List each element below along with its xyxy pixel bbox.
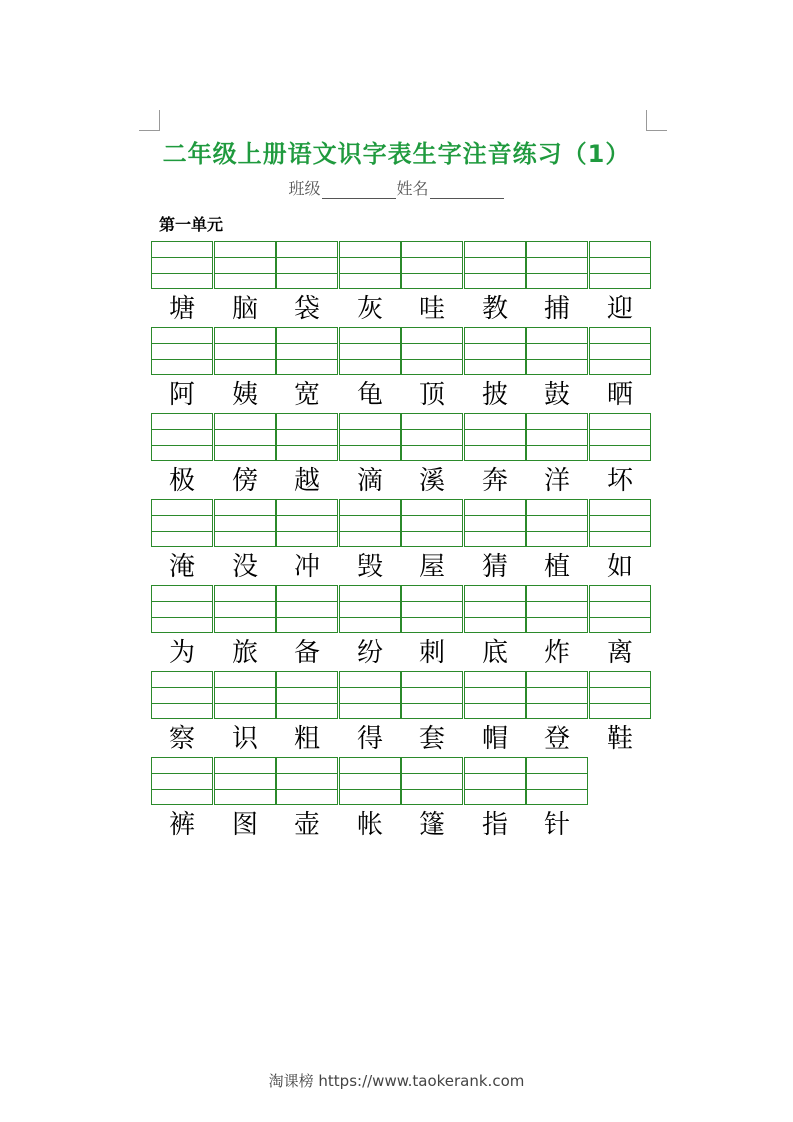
pinyin-cell[interactable] xyxy=(526,585,588,633)
hanzi-character: 教 xyxy=(481,294,508,324)
hanzi-character: 猜 xyxy=(481,552,508,582)
pinyin-cell[interactable] xyxy=(151,671,213,719)
class-name-line xyxy=(0,176,793,199)
hanzi-character: 植 xyxy=(543,552,570,582)
character-row xyxy=(151,636,655,670)
hanzi-character: 图 xyxy=(231,810,258,840)
pinyin-cell[interactable] xyxy=(526,499,588,547)
pinyin-cell[interactable] xyxy=(151,413,213,461)
pinyin-cell[interactable] xyxy=(339,413,401,461)
pinyin-cell[interactable] xyxy=(214,757,276,805)
pinyin-cell[interactable] xyxy=(151,757,213,805)
pinyin-cell[interactable] xyxy=(464,499,526,547)
pinyin-cell[interactable] xyxy=(526,413,588,461)
hanzi-character: 裤 xyxy=(168,810,195,840)
pinyin-cell[interactable] xyxy=(214,499,276,547)
unit-title: 第一单元 xyxy=(159,215,224,234)
hanzi-character: 刺 xyxy=(418,638,445,668)
character-row xyxy=(151,464,655,498)
pinyin-cell[interactable] xyxy=(339,757,401,805)
hanzi-character: 宽 xyxy=(293,380,320,410)
pinyin-cell[interactable] xyxy=(339,499,401,547)
pinyin-cell[interactable] xyxy=(276,757,338,805)
pinyin-cell[interactable] xyxy=(339,585,401,633)
pinyin-cell[interactable] xyxy=(214,413,276,461)
character-row xyxy=(151,550,655,584)
pinyin-cell[interactable] xyxy=(526,327,588,375)
pinyin-cell[interactable] xyxy=(214,671,276,719)
pinyin-cell[interactable] xyxy=(464,241,526,289)
pinyin-cell[interactable] xyxy=(464,671,526,719)
class-blank[interactable] xyxy=(322,182,396,199)
pinyin-cell[interactable] xyxy=(589,671,651,719)
hanzi-character: 晒 xyxy=(606,380,633,410)
hanzi-character: 如 xyxy=(606,552,633,582)
hanzi-character: 登 xyxy=(543,724,570,754)
hanzi-character: 炸 xyxy=(543,638,570,668)
hanzi-character: 察 xyxy=(168,724,195,754)
pinyin-cell[interactable] xyxy=(151,327,213,375)
page-title: 二年级上册语文识字表生字注音练习（1） xyxy=(162,140,631,168)
hanzi-character: 针 xyxy=(543,810,570,840)
hanzi-character: 灰 xyxy=(356,294,383,324)
pinyin-cell[interactable] xyxy=(276,413,338,461)
hanzi-character: 离 xyxy=(606,638,633,668)
hanzi-character: 哇 xyxy=(418,294,445,324)
class-label: 班级 xyxy=(288,179,321,198)
pinyin-cell[interactable] xyxy=(464,327,526,375)
hanzi-character: 底 xyxy=(481,638,508,668)
character-row xyxy=(151,808,655,842)
hanzi-character: 迎 xyxy=(606,294,633,324)
hanzi-character: 坏 xyxy=(606,466,633,496)
pinyin-cell[interactable] xyxy=(214,327,276,375)
hanzi-character: 越 xyxy=(293,466,320,496)
pinyin-cell[interactable] xyxy=(214,241,276,289)
footer-watermark: 淘课榜 https://www.taokerank.com xyxy=(268,1072,525,1090)
hanzi-character: 粗 xyxy=(293,724,320,754)
pinyin-cell[interactable] xyxy=(401,671,463,719)
name-blank[interactable] xyxy=(430,182,504,199)
hanzi-character: 识 xyxy=(231,724,258,754)
pinyin-cell[interactable] xyxy=(151,499,213,547)
hanzi-character: 顶 xyxy=(418,380,445,410)
pinyin-cell[interactable] xyxy=(589,499,651,547)
hanzi-character: 塘 xyxy=(168,294,195,324)
pinyin-cell[interactable] xyxy=(589,413,651,461)
hanzi-character: 屋 xyxy=(418,552,445,582)
pinyin-cell[interactable] xyxy=(151,585,213,633)
hanzi-character: 毁 xyxy=(356,552,383,582)
character-row xyxy=(151,292,655,326)
hanzi-character: 冲 xyxy=(293,552,320,582)
hanzi-character: 为 xyxy=(168,638,195,668)
hanzi-character: 篷 xyxy=(418,810,445,840)
pinyin-cell[interactable] xyxy=(589,585,651,633)
hanzi-character: 壶 xyxy=(293,810,320,840)
hanzi-character: 纷 xyxy=(356,638,383,668)
name-label: 姓名 xyxy=(396,179,429,198)
pinyin-cell[interactable] xyxy=(339,327,401,375)
corner-mark-left xyxy=(139,110,160,131)
pinyin-cell[interactable] xyxy=(401,585,463,633)
hanzi-character: 没 xyxy=(231,552,258,582)
hanzi-character: 指 xyxy=(481,810,508,840)
pinyin-cell[interactable] xyxy=(401,499,463,547)
pinyin-cell[interactable] xyxy=(589,327,651,375)
pinyin-cell[interactable] xyxy=(151,241,213,289)
pinyin-cell[interactable] xyxy=(401,413,463,461)
hanzi-character: 溪 xyxy=(418,466,445,496)
pinyin-cell[interactable] xyxy=(401,757,463,805)
hanzi-character: 捕 xyxy=(543,294,570,324)
hanzi-character: 龟 xyxy=(356,380,383,410)
pinyin-cell[interactable] xyxy=(589,241,651,289)
hanzi-character: 淹 xyxy=(168,552,195,582)
hanzi-character: 洋 xyxy=(543,466,570,496)
pinyin-cell[interactable] xyxy=(276,327,338,375)
hanzi-character: 阿 xyxy=(168,380,195,410)
hanzi-character: 极 xyxy=(168,466,195,496)
hanzi-character: 帽 xyxy=(481,724,508,754)
pinyin-cell[interactable] xyxy=(464,413,526,461)
hanzi-character: 鞋 xyxy=(606,724,633,754)
pinyin-cell[interactable] xyxy=(401,327,463,375)
pinyin-cell[interactable] xyxy=(401,241,463,289)
pinyin-cell[interactable] xyxy=(276,241,338,289)
pinyin-cell[interactable] xyxy=(464,585,526,633)
hanzi-character: 套 xyxy=(418,724,445,754)
hanzi-character: 袋 xyxy=(293,294,320,324)
pinyin-cell[interactable] xyxy=(464,757,526,805)
hanzi-character: 得 xyxy=(356,724,383,754)
hanzi-character: 披 xyxy=(481,380,508,410)
pinyin-cell[interactable] xyxy=(526,671,588,719)
hanzi-character: 帐 xyxy=(356,810,383,840)
pinyin-cell[interactable] xyxy=(276,499,338,547)
hanzi-character: 奔 xyxy=(481,466,508,496)
hanzi-character: 傍 xyxy=(231,466,258,496)
character-row xyxy=(151,722,655,756)
hanzi-character: 旅 xyxy=(231,638,258,668)
hanzi-character: 备 xyxy=(293,638,320,668)
hanzi-character: 滴 xyxy=(356,466,383,496)
pinyin-cell[interactable] xyxy=(526,241,588,289)
hanzi-character: 姨 xyxy=(231,380,258,410)
pinyin-cell[interactable] xyxy=(339,671,401,719)
pinyin-cell[interactable] xyxy=(214,585,276,633)
hanzi-character: 鼓 xyxy=(543,380,570,410)
character-row xyxy=(151,378,655,412)
hanzi-character: 脑 xyxy=(231,294,258,324)
pinyin-cell[interactable] xyxy=(339,241,401,289)
pinyin-cell[interactable] xyxy=(276,585,338,633)
pinyin-cell[interactable] xyxy=(276,671,338,719)
corner-mark-right xyxy=(646,110,667,131)
pinyin-cell[interactable] xyxy=(526,757,588,805)
